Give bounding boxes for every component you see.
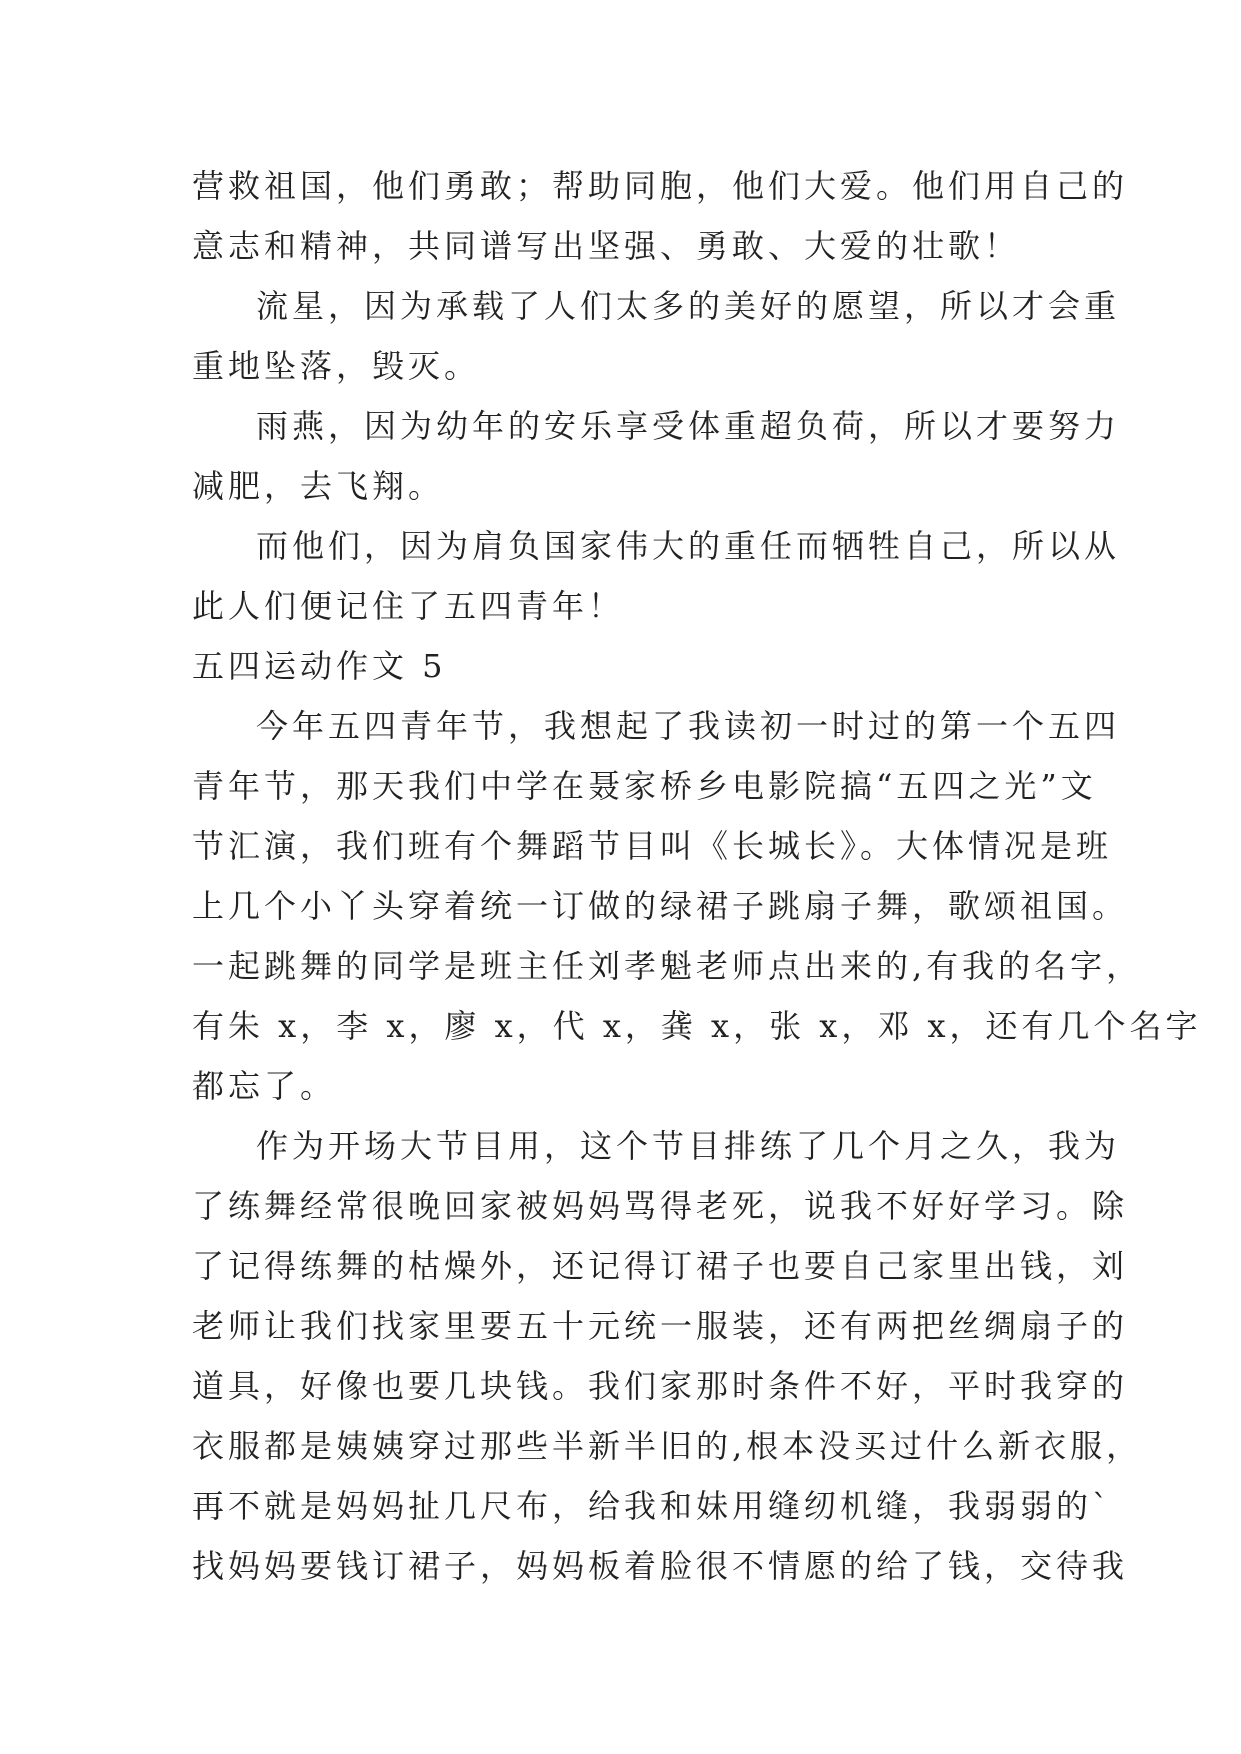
text-line: 减肥，去飞翔。 xyxy=(192,467,445,505)
text-line: 了练舞经常很晚回家被妈妈骂得老死，说我不好好学习。除 xyxy=(192,1187,1129,1225)
document-body xyxy=(192,156,1202,1596)
paragraph-start-line: 雨燕，因为幼年的安乐享受体重超负荷，所以才要努力 xyxy=(256,407,1121,445)
text-line: 有朱 x，李 x，廖 x，代 x，龚 x，张 x，邓 x，还有几个名字 xyxy=(192,1007,1202,1045)
text-line: 老师让我们找家里要五十元统一服装，还有两把丝绸扇子的 xyxy=(192,1307,1129,1345)
text-line: 意志和精神，共同谱写出坚强、勇敢、大爱的壮歌！ xyxy=(192,227,1021,265)
text-line: 此人们便记住了五四青年！ xyxy=(192,587,625,625)
paragraph-start-line: 今年五四青年节，我想起了我读初一时过的第一个五四 xyxy=(256,707,1121,745)
paragraph-start-line: 流星，因为承载了人们太多的美好的愿望，所以才会重 xyxy=(256,287,1121,325)
text-line: 重地坠落，毁灭。 xyxy=(192,347,481,385)
text-line: 营救祖国，他们勇敢；帮助同胞，他们大爱。他们用自己的 xyxy=(192,167,1129,205)
text-line: 节汇演，我们班有个舞蹈节目叫《长城长》。大体情况是班 xyxy=(192,827,1113,865)
text-line: 找妈妈要钱订裙子，妈妈板着脸很不情愿的给了钱，交待我 xyxy=(192,1547,1129,1585)
text-line: 再不就是妈妈扯几尺布，给我和妹用缝纫机缝，我弱弱的` xyxy=(192,1487,1113,1525)
text-line: 了记得练舞的枯燥外，还记得订裙子也要自己家里出钱，刘 xyxy=(192,1247,1129,1285)
paragraph-start-line: 作为开场大节目用，这个节目排练了几个月之久，我为 xyxy=(256,1127,1121,1165)
text-line: 一起跳舞的同学是班主任刘孝魁老师点出来的,有我的名字， xyxy=(192,947,1143,985)
paragraph-start-line: 而他们，因为肩负国家伟大的重任而牺牲自己，所以从 xyxy=(256,527,1121,565)
text-line: 上几个小丫头穿着统一订做的绿裙子跳扇子舞，歌颂祖国。 xyxy=(192,887,1129,925)
text-line: 道具，好像也要几块钱。我们家那时条件不好，平时我穿的 xyxy=(192,1367,1129,1405)
text-line: 都忘了。 xyxy=(192,1067,337,1105)
text-line: 青年节，那天我们中学在聂家桥乡电影院搞“五四之光”文 xyxy=(192,767,1097,805)
text-line: 衣服都是姨姨穿过那些半新半旧的,根本没买过什么新衣服， xyxy=(192,1427,1143,1465)
section-heading: 五四运动作文 5 xyxy=(192,647,447,685)
